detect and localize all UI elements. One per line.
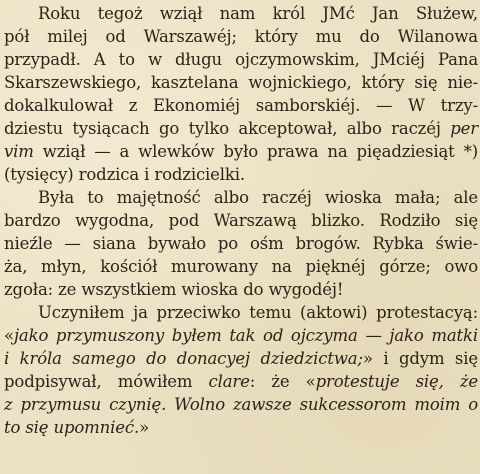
text-run: Była to majętność albo raczéj wioska mała; ale <box>38 188 478 207</box>
text-line <box>4 416 478 439</box>
text-run: dziestu tysiącach go tylko akceptował, albo raczéj <box>4 119 451 138</box>
italic-text: clare <box>208 372 250 391</box>
text-run: dokalkulował z Ekonomiéj samborskiéj. — W trzy- <box>4 96 478 115</box>
text-run: pół milej od Warszawéj; który mu do Wilanowa <box>4 27 478 46</box>
italic-text: protestuje się, że <box>315 372 479 391</box>
text-line <box>4 301 478 324</box>
text-line <box>4 209 478 232</box>
text-line <box>4 370 478 393</box>
text-line <box>4 48 478 71</box>
text-run: nieźle — siana bywało po ośm brogów. Rybka świe- <box>4 234 478 253</box>
text-run: zgoła: ze wszystkiem wioska do wygodéj! <box>4 280 344 299</box>
text-line <box>4 232 478 255</box>
text-run: : że « <box>249 372 316 391</box>
text-run: przypadł. A to w długu ojczymowskim, JMciéj Pana <box>4 50 478 69</box>
italic-text: z przymusu czynię. Wolno zawsze sukcessorom moim o <box>4 395 478 414</box>
paragraph-3 <box>4 301 478 439</box>
text-line <box>4 278 478 301</box>
text-run: Skarszewskiego, kasztelana wojnickiego, który się nie- <box>4 73 478 92</box>
text-line <box>4 324 478 347</box>
text-run: « <box>4 326 14 345</box>
italic-text: vim <box>4 142 34 161</box>
body-text <box>4 2 478 439</box>
text-line <box>4 94 478 117</box>
text-run: » i gdym się <box>362 349 478 368</box>
text-line <box>4 2 478 25</box>
text-run: wziął — a wlewków było prawa na pięadziesiąt *) <box>33 142 478 161</box>
text-run: Roku tegoż wziął nam król JMć Jan Służew, <box>38 4 478 23</box>
paragraph-1 <box>4 2 478 186</box>
text-line <box>4 347 478 370</box>
text-line <box>4 71 478 94</box>
italic-text: to się upomnieć. <box>4 418 140 437</box>
italic-text: per <box>450 119 478 138</box>
text-run: bardzo wygodna, pod Warszawą blizko. Rodziło się <box>4 211 478 230</box>
text-line <box>4 25 478 48</box>
text-line <box>4 393 478 416</box>
italic-text: i króla samego do donacyej dziedzictwa; <box>4 349 363 368</box>
text-run: (tysięcy) rodzica i rodzicielki. <box>4 165 245 184</box>
text-line <box>4 186 478 209</box>
text-line <box>4 163 478 186</box>
text-line <box>4 140 478 163</box>
paragraph-2 <box>4 186 478 301</box>
text-run: » <box>139 418 150 437</box>
text-run: Uczyniłem ja przeciwko temu (aktowi) protestacyą: <box>38 303 478 322</box>
text-line <box>4 117 478 140</box>
text-run: ża, młyn, kościół murowany na pięknéj górze; owo <box>4 257 478 276</box>
text-run: podpisywał, mówiłem <box>4 372 209 391</box>
italic-text: jako przymuszony byłem tak od ojczyma — jako matki <box>13 326 478 345</box>
text-line <box>4 255 478 278</box>
